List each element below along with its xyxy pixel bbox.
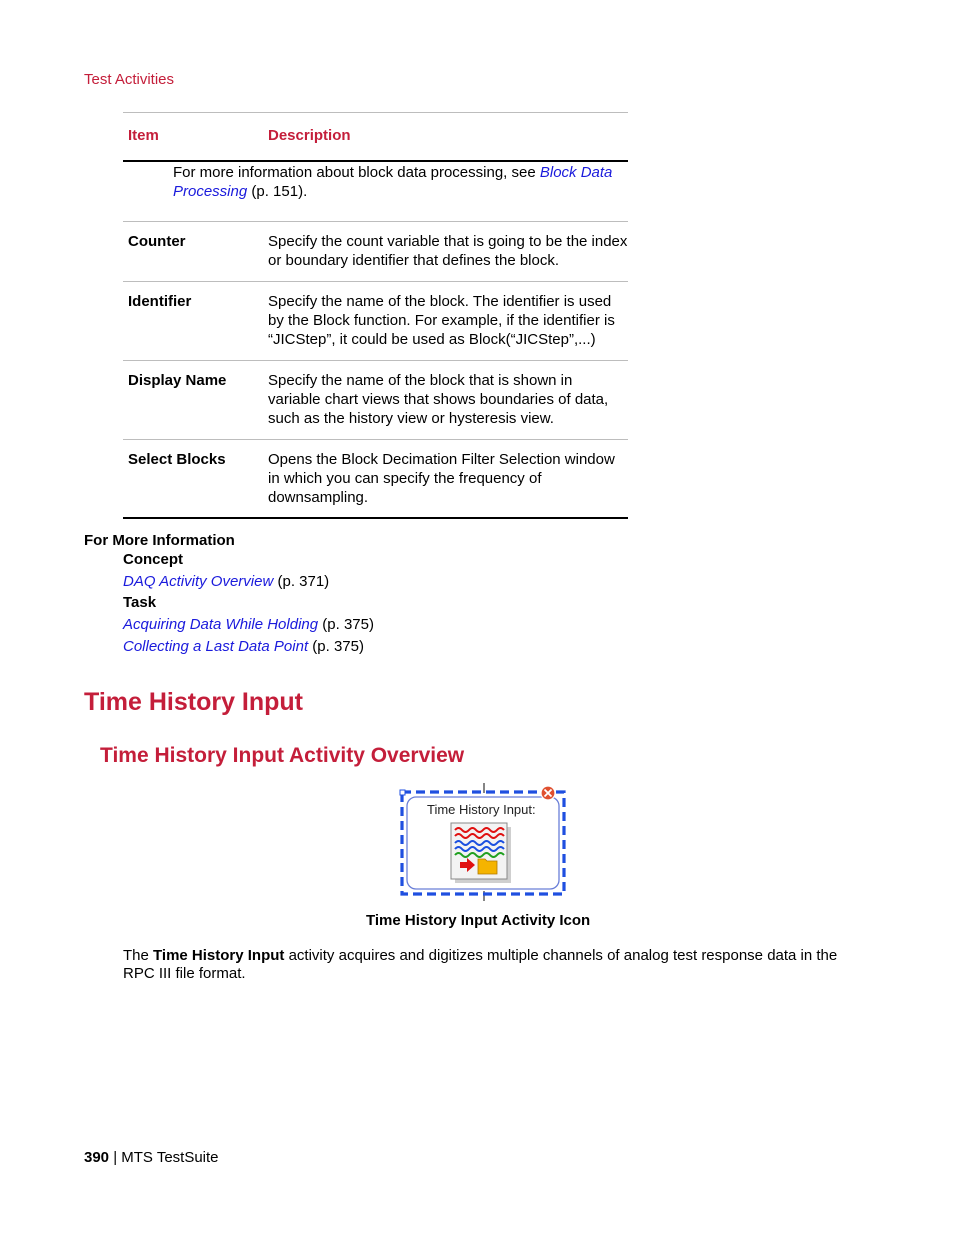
page-footer: 390 | MTS TestSuite [84, 1149, 219, 1166]
daq-activity-overview-link[interactable]: DAQ Activity Overview [123, 573, 274, 590]
delete-icon [541, 786, 555, 800]
row-item: Select Blocks [128, 451, 226, 468]
concept-label: Concept [123, 551, 183, 568]
more-info-title: For More Information [84, 532, 235, 549]
collecting-last-data-point-link[interactable]: Collecting a Last Data Point [123, 638, 309, 655]
acquiring-data-while-holding-link[interactable]: Acquiring Data While Holding [123, 616, 319, 633]
task-link-item: Acquiring Data While Holding (p. 375) [123, 616, 374, 633]
row-item: Identifier [128, 293, 192, 310]
body-paragraph: The Time History Input activity acquires and digitizes multiple channels of analog test response data in the RPC III file format. [123, 947, 838, 982]
activity-name-bold: Time History Input [153, 947, 285, 964]
parameters-table [123, 112, 628, 519]
running-header: Test Activities [84, 71, 175, 88]
row-description: Specify the name of the block that is shown in variable chart views that shows boundaries of data, such as the history view or hysteresis view. [268, 372, 609, 427]
row-description: Specify the name of the block. The identifier is used by the Block function. For example, if the identifier is “JICStep”, it could be used as Block(“JICStep”,...) [268, 293, 615, 348]
table-row [123, 282, 628, 361]
activity-icon-figure [398, 783, 568, 901]
figure-caption: Time History Input Activity Icon [366, 912, 591, 929]
column-header-description: Description [268, 127, 351, 144]
task-label: Task [123, 594, 157, 611]
time-history-input-activity-icon [398, 783, 568, 901]
block-data-processing-link[interactable]: Block Data Processing [173, 164, 613, 200]
continuation-text: For more information about block data processing, see Block Data Processing (p. 151). [173, 164, 613, 200]
row-item: Counter [128, 233, 186, 250]
section-subtitle: Time History Input Activity Overview [100, 744, 465, 767]
row-description: Specify the count variable that is going to be the index or boundary identifier that defines the block. [268, 233, 628, 269]
table-row [123, 222, 628, 282]
product-name: MTS TestSuite [121, 1149, 219, 1166]
activity-label: Time History Input: [427, 802, 536, 817]
page-number: 390 [84, 1149, 110, 1166]
table-row [123, 162, 628, 222]
column-header-item: Item [128, 127, 159, 144]
concept-link-item: DAQ Activity Overview (p. 371) [123, 573, 330, 590]
folder-icon [478, 859, 497, 874]
table-row [123, 440, 628, 519]
table-row [123, 361, 628, 440]
row-item: Display Name [128, 372, 227, 389]
table-header [123, 113, 628, 162]
row-description: Opens the Block Decimation Filter Selection window in which you can specify the frequency of downsampling. [268, 451, 615, 506]
section-title: Time History Input [84, 688, 304, 716]
task-link-item: Collecting a Last Data Point (p. 375) [123, 638, 364, 655]
